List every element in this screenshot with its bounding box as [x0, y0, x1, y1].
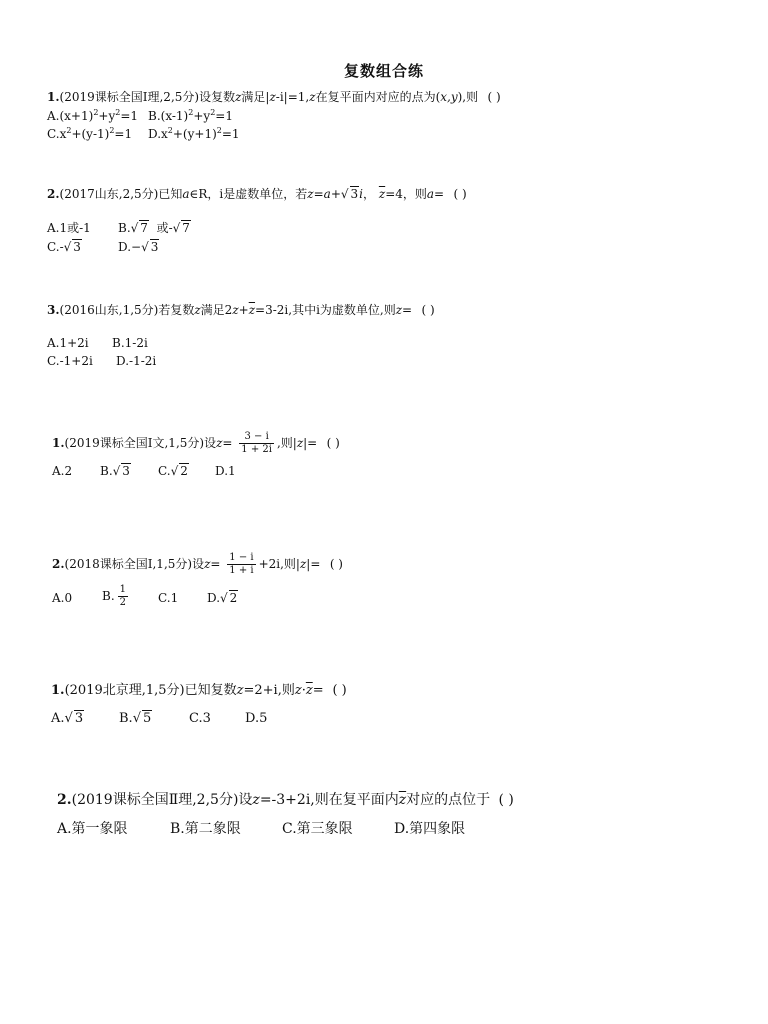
- question-6-option-a: A.√ 3: [51, 711, 84, 726]
- question-2-option-d: D.−√ 3: [118, 240, 159, 254]
- question-7-option-d: D.第四象限: [394, 821, 466, 837]
- question-7-option-a: A.第一象限: [57, 821, 128, 837]
- question-1-option-d: $D.x^2+(y+1)^2=1$: [148, 126, 240, 141]
- question-4-option-b: B.√ 3: [100, 464, 130, 478]
- question-3-option-a: A.1+2i: [47, 336, 89, 350]
- question-3-option-d: D.-1-2i: [116, 354, 157, 368]
- page-title: 复数组合练: [344, 62, 425, 80]
- answer-blank: ( ): [326, 436, 340, 450]
- question-4-option-c: C.√ 2: [158, 464, 188, 478]
- answer-blank: ( ): [332, 683, 347, 698]
- answer-blank: ( ): [421, 303, 435, 317]
- question-1-option-c: $C.x^2+(y-1)^2=1$: [47, 126, 133, 141]
- question-7-option-c: C.第三象限: [282, 821, 353, 837]
- question-4-option-a: A.2: [52, 464, 73, 478]
- question-5-stem: 2.(2018课标全国Ⅰ,1,5分)设z= $\frac{1 - i}{1 + i}$ +2i,则|z|= ( ): [52, 552, 352, 577]
- answer-blank: ( ): [453, 187, 467, 201]
- question-5-option-d: D.√ 2: [207, 591, 238, 605]
- sqrt-symbol: √ 3: [340, 187, 359, 201]
- question-1-option-b: $B.(x-1)^2+y^2=1$: [148, 108, 233, 123]
- question-2-option-c: C.-√ 3: [47, 240, 81, 254]
- question-5-option-b: B. $\frac{1}{2}$: [102, 584, 127, 608]
- question-6-option-b: B.√ 5: [119, 711, 152, 726]
- question-number: 1.: [47, 90, 60, 104]
- fraction: $\frac{1 - i}{1 + i}$: [229, 552, 254, 576]
- question-3-option-b: B.1-2i: [112, 336, 148, 350]
- question-4-option-d: D.1: [215, 464, 236, 478]
- question-1-option-a: $A.(x+1)^2+y^2=1$: [47, 108, 139, 123]
- fraction: $\frac{3 - i}{1 + 2i}$: [241, 431, 272, 455]
- answer-blank: ( ): [498, 792, 514, 808]
- question-7-option-b: B.第二象限: [170, 821, 241, 837]
- question-2-option-b: B.√ 7 或-√ 7: [118, 221, 190, 235]
- question-5-option-c: C.1: [158, 591, 179, 605]
- question-7-stem: 2.(2019课标全国Ⅱ理,2,5分)设z=-3+2i,则在复平面内$\overline{z}$对应的点位于 ( ): [57, 791, 522, 810]
- question-3-option-c: C.-1+2i: [47, 354, 93, 368]
- question-2-option-a: A.1或-1: [47, 221, 91, 235]
- question-5-option-a: A.0: [52, 591, 73, 605]
- question-3-stem: 3.(2016山东,1,5分)若复数z满足$2z+\overline{z}=3-2i$,其中i为虚数单位,则z= ( ): [47, 302, 444, 318]
- question-2-stem: 2.(2017山东,2,5分)已知a∈R，i是虚数单位，若z=a+√ 3i， $\overline{z}=4$，则a= ( ): [47, 186, 476, 202]
- answer-blank: ( ): [329, 557, 343, 571]
- answer-blank: ( ): [487, 90, 501, 104]
- question-6-option-d: D.5: [245, 711, 268, 726]
- question-6-stem: 1.(2019北京理,1,5分)已知复数z=2+i,则$z\cdot\overline{z}=$ ( ): [51, 682, 356, 700]
- question-1-stem: 1.(2019课标全国Ⅰ理,2,5分)设复数z满足|z-i|=1,z在复平面内对应的点为(x,y),则 ( ): [47, 89, 510, 105]
- question-4-stem: 1.(2019课标全国Ⅰ文,1,5分)设z= $\frac{3 - i}{1 + 2i}$ ,则|z|= ( ): [52, 431, 349, 456]
- question-6-option-c: C.3: [189, 711, 211, 726]
